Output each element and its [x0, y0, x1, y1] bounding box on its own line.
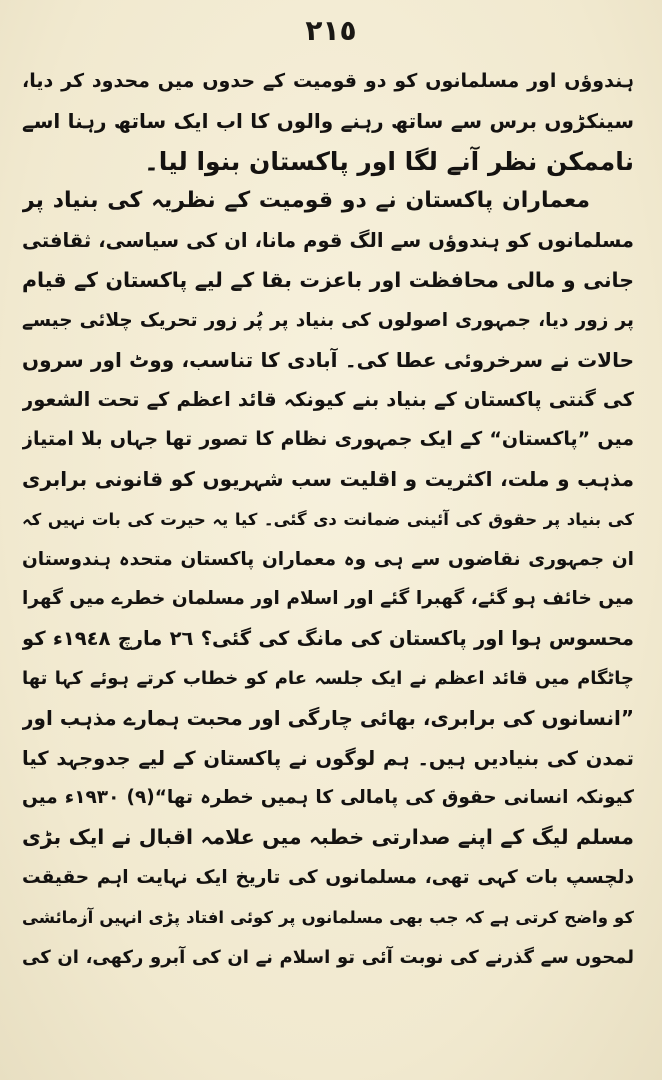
- text-line: کی گنتی پاکستان کے بنیاد بنے کیونکہ قائد اعظم کے تحت الشعور: [22, 388, 634, 412]
- page-number: ٢١٥: [305, 14, 357, 47]
- text-line: معماران پاکستان نے دو قومیت کے نظریہ کی بنیاد پر: [22, 188, 590, 214]
- text-line: پر زور دیا، جمہوری اصولوں کی بنیاد پر پُر زور تحریک چلائی جیسے: [22, 309, 634, 331]
- text-line: مسلمانوں کو ہندوؤں سے الگ قوم مانا، ان کی سیاسی، ثقافتی: [22, 229, 634, 253]
- text-line: سینکڑوں برس سے ساتھ رہنے والوں کا اب ایک ساتھ رہنا اسے: [22, 108, 634, 133]
- text-line: ان جمہوری نقاضوں سے ہی وہ معماران پاکستان متحدہ ہندوستان: [22, 548, 634, 570]
- text-line: دلچسپ بات کہی تھی، مسلمانوں کی تاریخ ایک نہایت اہم حقیقت: [22, 866, 634, 888]
- text-line: کی بنیاد پر حقوق کی آئینی ضمانت دی گئی۔ کیا یہ حیرت کی بات نہیں کہ: [22, 509, 634, 529]
- text-line: کو واضح کرتی ہے کہ جب بھی مسلمانوں پر کوئی افتاد پڑی انہیں آزمائشی: [22, 907, 634, 927]
- text-line: لمحوں سے گذرنے کی نوبت آئی تو اسلام نے ان کی آبرو رکھی، ان کی: [22, 946, 634, 968]
- text-line: ”انسانوں کی برابری، بھائی چارگی اور محبت ہمارے مذہب اور: [22, 705, 634, 730]
- text-line: محسوس ہوا اور پاکستان کی مانگ کی گئی؟ ٢٦ مارچ ١٩٤٨ء کو: [22, 627, 634, 651]
- text-line: کیونکہ انسانی حقوق کی پامالی کا ہمیں خطرہ تھا“(٩) ١٩٣٠ء میں: [22, 787, 634, 809]
- text-line: مذہب و ملت، اکثریت و اقلیت سب شہریوں کو قانونی برابری: [22, 466, 634, 491]
- text-line: میں خائف ہو گئے، گھبرا گئے اور اسلام اور مسلمان خطرے میں گھرا: [22, 588, 634, 610]
- text-line: ہندوؤں اور مسلمانوں کو دو قومیت کے حدوں میں محدود کر دیا،: [22, 70, 634, 92]
- text-line: ناممکن نظر آنے لگا اور پاکستان بنوا لیا۔: [144, 146, 634, 176]
- text-line: مسلم لیگ کے اپنے صدارتی خطبہ میں علامہ اقبال نے ایک بڑی: [22, 825, 634, 850]
- text-line: میں ”پاکستان“ کے ایک جمہوری نظام کا تصور تھا جہاں بلا امتیاز: [22, 428, 634, 451]
- text-line: تمدن کی بنیادیں ہیں۔ ہم لوگوں نے پاکستان کے لیے جدوجہد کیا: [22, 746, 634, 770]
- text-line: جانی و مالی محافظت اور باعزت بقا کے لیے پاکستان کے قیام: [22, 267, 634, 292]
- text-line: حالات نے سرخروئی عطا کی۔ آبادی کا تناسب، ووٹ اور سروں: [22, 347, 634, 372]
- body-text: [22, 62, 634, 1074]
- text-line: چاٹگام میں قائد اعظم نے ایک جلسہ عام کو خطاب کرتے ہوئے کہا تھا: [22, 667, 634, 689]
